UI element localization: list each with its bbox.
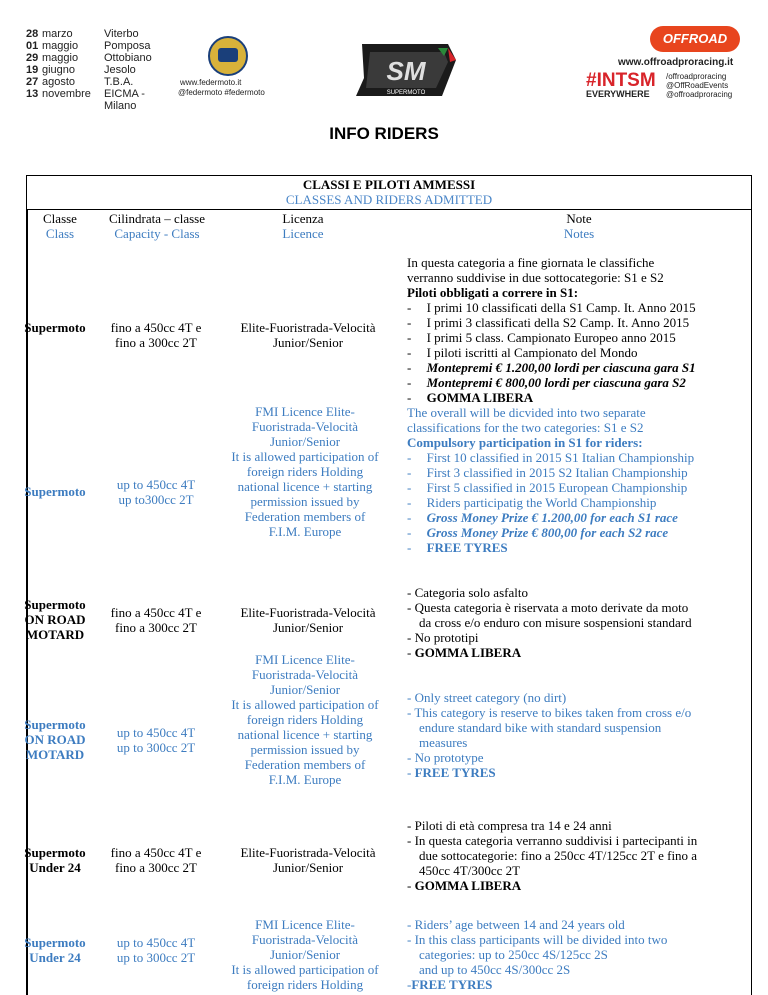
r4-class: Supermoto ON ROAD MOTARD [24, 717, 86, 762]
offroad-url[interactable]: www.offroadproracing.it [618, 57, 734, 68]
r5-notes: - Piloti di età compresa tra 14 e 24 anni - In questa categoria verranno suddivisi i partecipanti in due sottocategorie: fino a 250cc 4T/125cc 2T e fino a 450cc 4T/300cc 2T - GOMMA LIBERA [407, 818, 698, 893]
offroad-socials [666, 72, 732, 99]
calendar-row: 19 giugno Jesolo [26, 64, 136, 76]
facebook-handle[interactable]: /offroadproracing [666, 72, 727, 81]
r3-licence: Elite-Fuoristrada-Velocità Junior/Senior [240, 605, 376, 635]
calendar-row: 28 marzo Viterbo [26, 28, 139, 40]
offroad-logo: OFFROAD [650, 26, 740, 52]
page-title: INFO RIDERS [329, 124, 439, 143]
instagram-handle[interactable]: @offroadproracing [666, 90, 733, 99]
page-header [0, 0, 768, 110]
r3-class: Supermoto ON ROAD MOTARD [24, 597, 86, 642]
r3-notes: - Categoria solo asfalto - Questa categoria è riservata a moto derivate da moto da cross e/o enduro con misure sospensioni standard - No prototipi - GOMMA LIBERA [407, 585, 692, 660]
everywhere-label: EVERYWHERE [586, 89, 650, 99]
riders-table [26, 175, 752, 995]
r2-licence: FMI Licence Elite- Fuoristrada-Velocità Junior/Senior It is allowed participation of foreign riders Holding national licence + starting permission issued by Federation members of F.I.M. Europe [231, 404, 379, 539]
col-header-notes: Note Notes [563, 211, 595, 241]
table-caption [27, 176, 751, 210]
svg-text:SM: SM [386, 56, 426, 86]
r2-capacity: up to 450cc 4T up to300cc 2T [116, 477, 196, 507]
r4-capacity: up to 450cc 4T up to 300cc 2T [116, 725, 196, 755]
caption-it: CLASSI E PILOTI AMMESSI [302, 177, 476, 192]
caption-en: CLASSES AND RIDERS ADMITTED [285, 192, 493, 207]
r4-licence: FMI Licence Elite- Fuoristrada-Velocità Junior/Senior It is allowed participation of foreign riders Holding national licence + starting permission issued by Federation members of F.I.M. Europe [231, 652, 379, 787]
r1-class: Supermoto [24, 320, 86, 335]
fmi-logo [208, 36, 248, 76]
r6-licence: FMI Licence Elite- Fuoristrada-Velocità Junior/Senior It is allowed participation of foreign riders Holding [231, 917, 379, 992]
fmi-social-tags: @federmoto #federmoto [178, 88, 265, 97]
col-header-capacity: Cilindrata – classe Capacity - Class [108, 211, 206, 241]
r4-notes: - Only street category (no dirt) - This category is reserve to bikes taken from cross e/o endure standard bike with standard suspension measures - No prototype - FREE TYRES [407, 690, 692, 780]
r5-licence: Elite-Fuoristrada-Velocità Junior/Senior [240, 845, 376, 875]
fmi-url[interactable]: www.federmoto.it [180, 78, 242, 87]
svg-text:SUPERMOTO: SUPERMOTO [386, 90, 426, 96]
calendar-row: 29 maggio Ottobiano [26, 52, 152, 64]
r3-capacity: fino a 450cc 4T e fino a 300cc 2T [110, 605, 202, 635]
calendar-row: 13 novembre EICMA - Milano [26, 88, 145, 112]
calendar-row: 27 agosto T.B.A. [26, 76, 134, 88]
calendar [26, 28, 174, 112]
r1-licence: Elite-Fuoristrada-Velocità Junior/Senior [240, 320, 376, 350]
r5-capacity: fino a 450cc 4T e fino a 300cc 2T [110, 845, 202, 875]
r2-notes: The overall will be dicvided into two separate classifications for the two categories: S1 e S2 Compulsory participation in S1 for riders: - First 10 classified in 2015 S1 Italian Championship - First 3 classified in 2015 S2 Italian Championship - First 5 classified in 2015 European Championship - Riders participatig the World Championship - Gross Money Prize € 1.200,00 for each S1 race - Gross Money Prize € 800,00 for each S2 race - FREE TYRES [407, 405, 695, 555]
twitter-handle[interactable]: @OffRoadEvents [666, 81, 729, 90]
calendar-row: 01 maggio Pomposa [26, 40, 151, 52]
col-header-licence: Licenza Licence [282, 211, 324, 241]
supermoto-logo [352, 38, 460, 102]
r1-notes: In questa categoria a fine giornata le classifiche verranno suddivise in due sottocategorie: S1 e S2 Piloti obbligati a correre in S1: - I primi 10 classificati della S1 Camp. It. Anno 2015 - I primi 3 classificati della S2 Camp. It. Anno 2015 - I primi 5 class. Campionato Europeo anno 2015 - I piloti iscritti al Campionato del Mondo - Montepremi € 1.200,00 lordi per ciascuna gara S1 - Montepremi € 800,00 lordi per ciascuna gara S2 - GOMMA LIBERA [407, 255, 696, 405]
r2-class: Supermoto [24, 484, 86, 499]
r1-capacity: fino a 450cc 4T e fino a 300cc 2T [110, 320, 202, 350]
r5-class: Supermoto Under 24 [24, 845, 86, 875]
r6-notes: - Riders’ age between 14 and 24 years old - In this class participants will be divided into two categories: up to 250cc 4S/125cc 2S and up to 450cc 4S/300cc 2S -FREE TYRES [407, 917, 668, 992]
intsm-hashtag: #INTSM [586, 70, 656, 91]
col-header-class: Classe Class [43, 211, 77, 241]
r6-capacity: up to 450cc 4T up to 300cc 2T [116, 935, 196, 965]
r6-class: Supermoto Under 24 [24, 935, 86, 965]
